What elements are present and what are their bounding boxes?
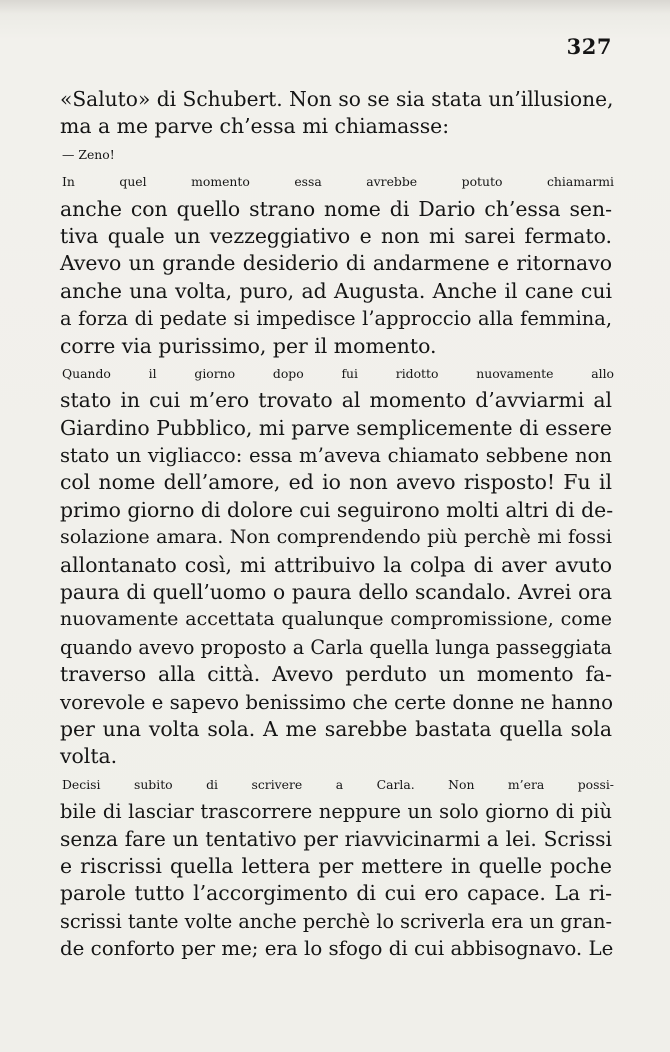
text-line: Giardino Pubblico, mi parve semplicemente di essere [60, 415, 612, 440]
text-line: «Saluto» di Schubert. Non so se sia stata un’illusione, [60, 87, 614, 111]
text-line: e riscrissi quella lettera per mettere in quelle poche [60, 853, 612, 878]
text-line: — Zeno! [62, 146, 115, 162]
body-text [60, 86, 612, 963]
text-line: de conforto per me; era lo sfogo di cui abbisognavo. Le [60, 937, 614, 961]
text-line: stato in cui m’ero trovato al momento d’avviarmi al [60, 388, 612, 413]
text-line: col nome dell’amore, ed io non avevo risposto! Fu il [60, 470, 612, 495]
text-line: a forza di pedate si impedisce l’approccio alla femmina, [60, 307, 612, 331]
text-line: solazione amara. Non comprendendo più perchè mi fossi [60, 526, 612, 549]
text-line: quando avevo proposto a Carla quella lunga passeggiata [60, 635, 612, 659]
text-line: Quando il giorno dopo fui ridotto nuovamente allo [62, 365, 614, 381]
text-line: corre via purissimo, per il momento. [60, 333, 437, 358]
page-number: 327 [566, 34, 612, 59]
text-line: vorevole e sapevo benissimo che certe donne ne hanno [60, 690, 614, 714]
text-line: tiva quale un vezzeggiativo e non mi sarei fermato. [60, 223, 612, 248]
text-line: allontanato così, mi attribuivo la colpa di aver avuto [60, 552, 612, 577]
text-line: senza fare un tentativo per riavvicinarmi a lei. Scrissi [60, 826, 612, 851]
text-line: ma a me parve ch’essa mi chiamasse: [60, 114, 450, 139]
text-line: bile di lasciar trascorrere neppure un solo giorno di più [60, 800, 612, 824]
text-line: primo giorno di dolore cui seguirono molti altri di de- [60, 497, 614, 522]
text-line: anche una volta, puro, ad Augusta. Anche il cane cui [60, 278, 612, 303]
text-line: traverso alla città. Avevo perduto un momento fa- [60, 662, 612, 687]
text-line: Decisi subito di scrivere a Carla. Non m’era possi- [62, 776, 614, 792]
text-line: nuovamente accettata qualunque compromissione, come [60, 608, 612, 631]
text-line: anche con quello strano nome di Dario ch’essa sen- [60, 196, 612, 221]
text-line: scrissi tante volte anche perchè lo scriverla era un gran- [60, 909, 612, 933]
text-line: stato un vigliacco: essa m’aveva chiamato sebbene non [60, 444, 612, 468]
text-line: per una volta sola. A me sarebbe bastata quella sola [60, 716, 612, 741]
text-line: parole tutto l’accorgimento di cui ero capace. La ri- [60, 881, 612, 906]
text-line: paura di quell’uomo o paura dello scandalo. Avrei ora [60, 580, 612, 605]
text-line: volta. [60, 744, 118, 769]
text-line: In quel momento essa avrebbe potuto chiamarmi [62, 174, 614, 190]
text-line: Avevo un grande desiderio di andarmene e ritornavo [60, 251, 612, 276]
